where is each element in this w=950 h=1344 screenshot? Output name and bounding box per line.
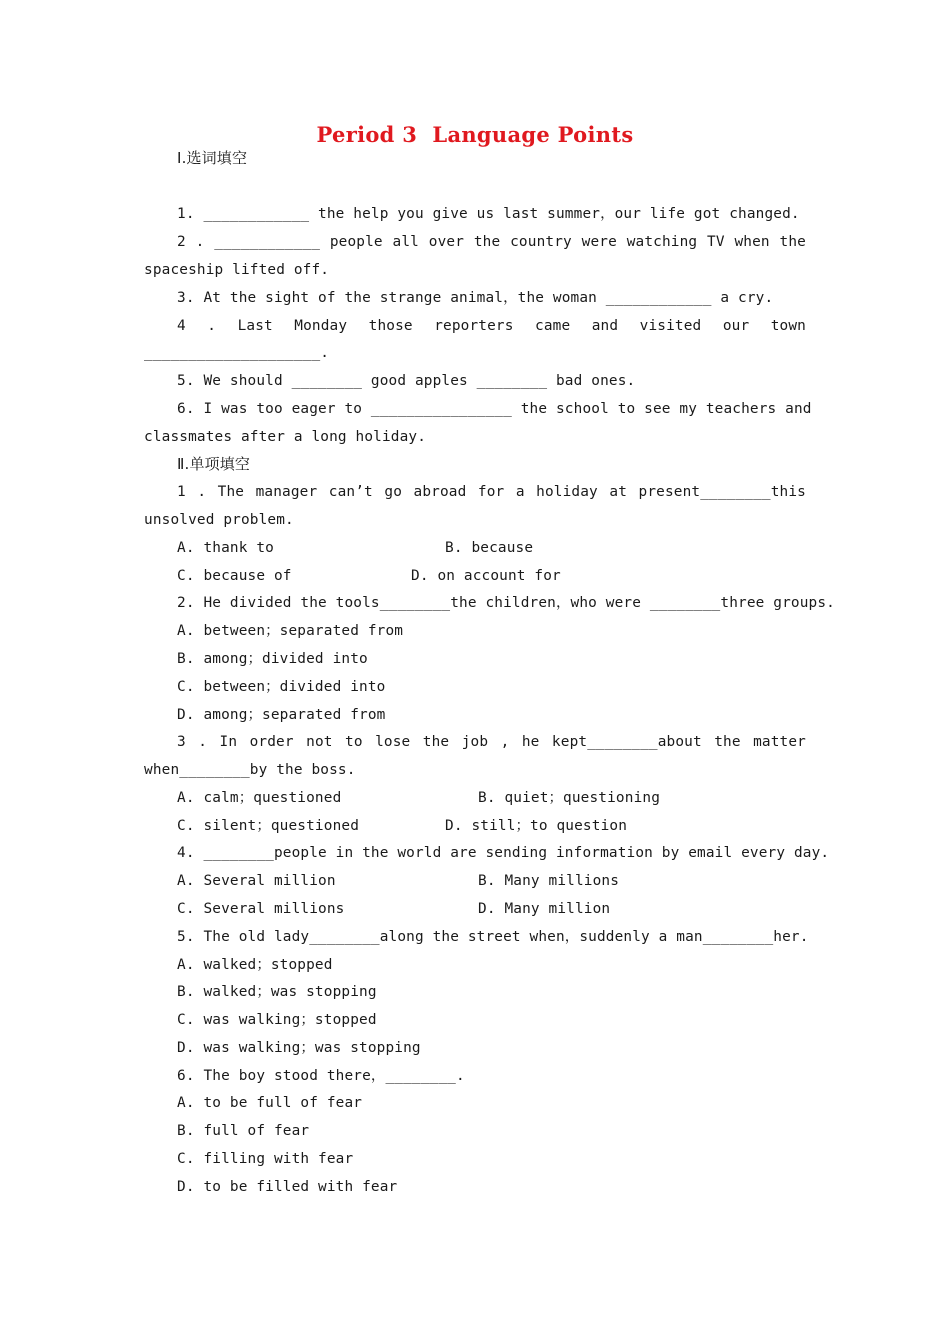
question-3-option-a: A. calm；questioned: [177, 790, 342, 806]
question-2-option-d: D. among；separated from: [177, 707, 386, 723]
fill-item-4: 4 . Last Monday those reporters came and visited our town: [177, 318, 806, 334]
fill-item-6: 6. I was too eager to ________________ the school to see my teachers and: [177, 401, 812, 417]
question-5-option-d: D. was walking；was stopping: [177, 1040, 421, 1056]
question-1-stem-cont: unsolved problem.: [144, 512, 294, 528]
fill-item-4-cont: ____________________.: [144, 345, 330, 361]
question-6-stem: 6. The boy stood there，________.: [177, 1068, 465, 1084]
page-title: Period 3 Language Points: [316, 122, 634, 147]
question-2-option-a: A. between；separated from: [177, 623, 404, 639]
question-4-option-d: D. Many million: [478, 901, 611, 917]
question-6-option-b: B. full of fear: [177, 1123, 310, 1139]
question-6-option-c: C. filling with fear: [177, 1151, 354, 1167]
question-1-option-d: D. on account for: [411, 568, 561, 584]
section-heading-word-fill: Ⅰ.选词填空: [177, 149, 248, 167]
section-heading-multiple-choice: Ⅱ.单项填空: [177, 455, 251, 473]
question-1-stem: 1 . The manager can’t go abroad for a holiday at present________this: [177, 484, 806, 500]
fill-item-2: 2 . ____________ people all over the country were watching TV when the: [177, 234, 806, 250]
question-6-option-d: D. to be filled with fear: [177, 1179, 398, 1195]
question-2-option-b: B. among；divided into: [177, 651, 368, 667]
fill-item-5: 5. We should ________ good apples ________ bad ones.: [177, 373, 636, 389]
question-5-stem: 5. The old lady________along the street when，suddenly a man________her.: [177, 929, 809, 945]
fill-item-3: 3. At the sight of the strange animal，the woman ____________ a cry.: [177, 290, 774, 306]
question-4-option-b: B. Many millions: [478, 873, 620, 889]
question-6-option-a: A. to be full of fear: [177, 1095, 363, 1111]
question-1-option-a: A. thank to: [177, 540, 274, 556]
question-1-option-c: C. because of: [177, 568, 292, 584]
question-1-option-b: B. because: [445, 540, 534, 556]
question-5-option-b: B. walked；was stopping: [177, 984, 377, 1000]
question-3-option-b: B. quiet；questioning: [478, 790, 661, 806]
fill-item-2-cont: spaceship lifted off.: [144, 262, 330, 278]
question-2-stem: 2. He divided the tools________the children，who were ________three groups.: [177, 595, 835, 611]
question-3-option-d: D. still；to question: [445, 818, 628, 834]
question-4-option-a: A. Several million: [177, 873, 336, 889]
question-5-option-c: C. was walking；stopped: [177, 1012, 377, 1028]
question-4-stem: 4. ________people in the world are sending information by email every day.: [177, 845, 830, 861]
question-5-option-a: A. walked；stopped: [177, 957, 333, 973]
question-2-option-c: C. between；divided into: [177, 679, 386, 695]
question-4-option-c: C. Several millions: [177, 901, 345, 917]
question-3-stem: 3 . In order not to lose the job , he kept________about the matter: [177, 734, 806, 750]
question-3-option-c: C. silent；questioned: [177, 818, 360, 834]
question-3-stem-cont: when________by the boss.: [144, 762, 356, 778]
fill-item-1: 1. ____________ the help you give us last summer，our life got changed.: [177, 206, 800, 222]
fill-item-6-cont: classmates after a long holiday.: [144, 429, 427, 445]
